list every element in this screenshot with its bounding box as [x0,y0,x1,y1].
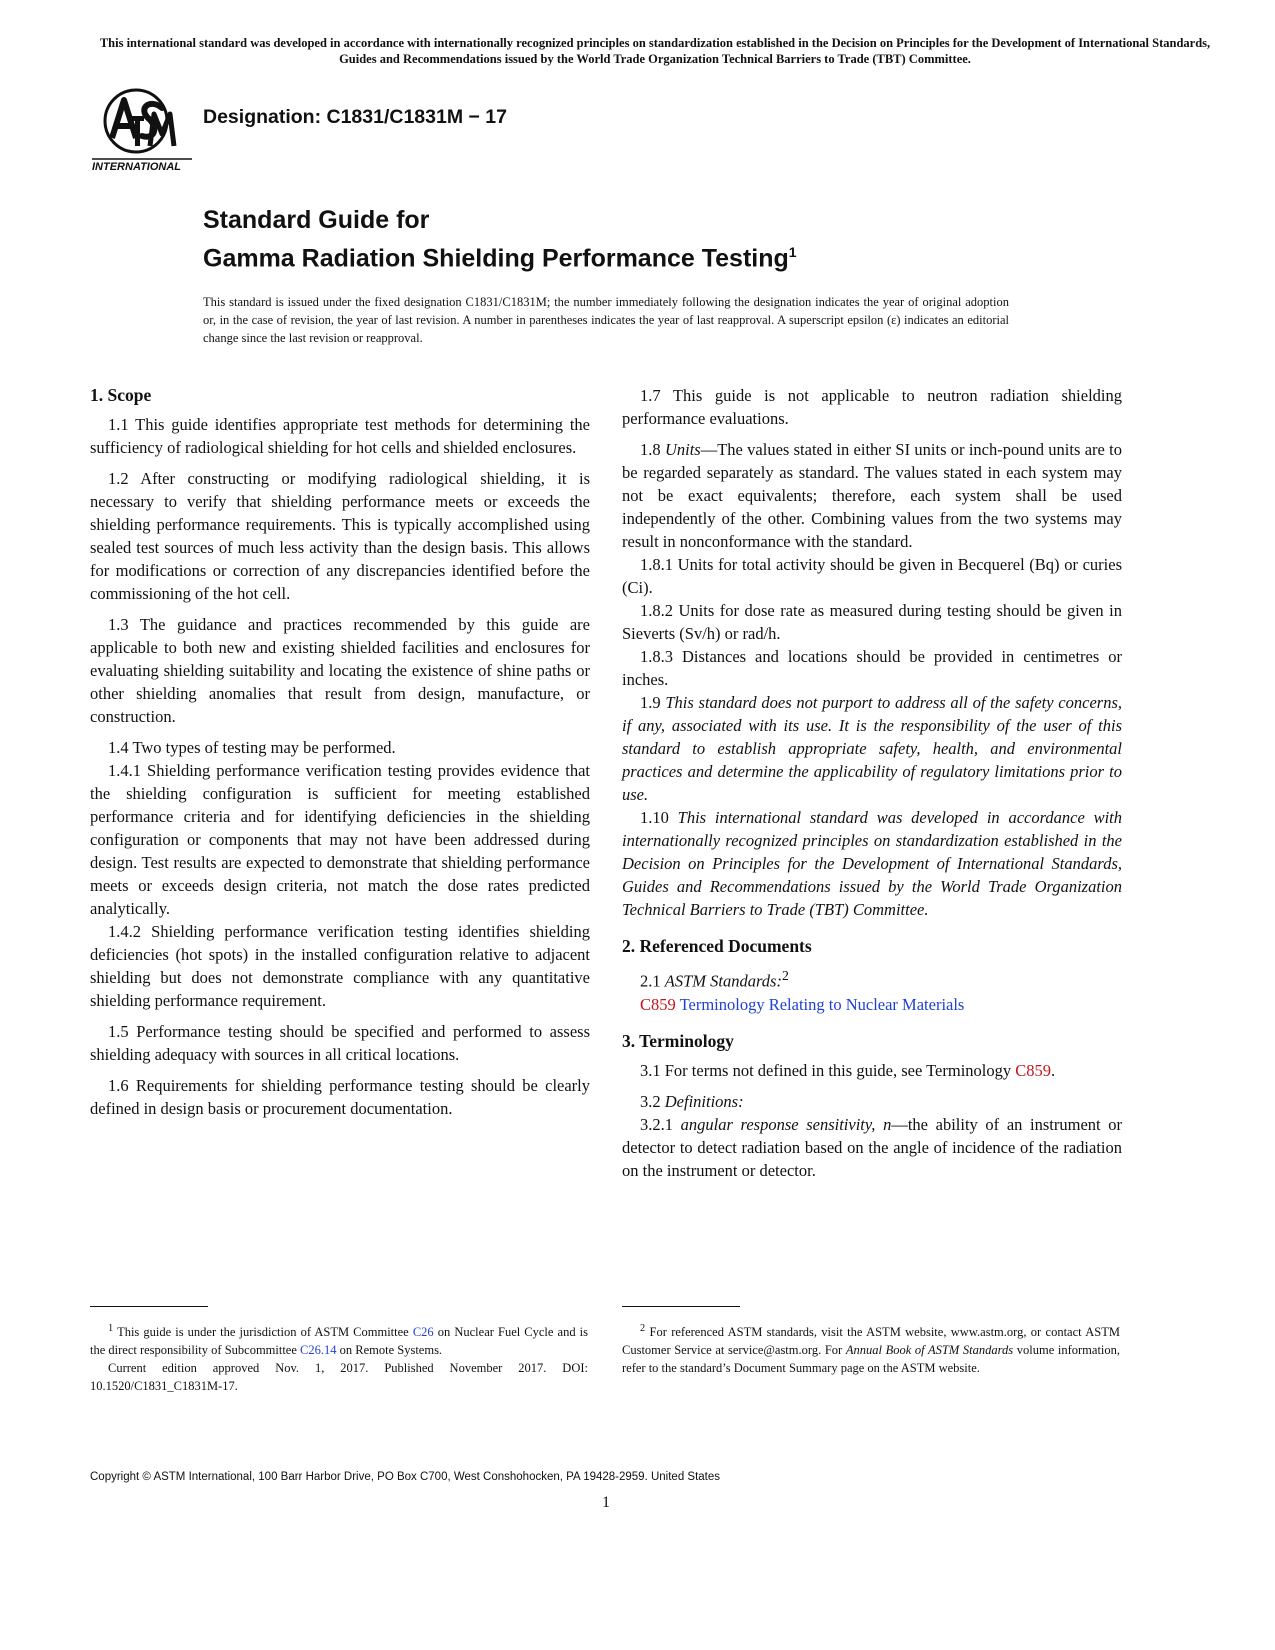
document-title [203,204,797,274]
paragraph-3-2-number: 3.2 [640,1091,661,1111]
paragraph-3-2-1-number: 3.2.1 [640,1114,673,1134]
astm-logo-icon [92,86,192,174]
paragraph-3-2 [622,1090,1122,1113]
footnote-1-text [90,1320,588,1359]
footnote-2-part-b: volume information, refer to the standard’s Document Summary page on the ASTM website. [622,1343,1121,1376]
footnote-2 [622,1320,1120,1377]
paragraph-1-9-text: This standard does not purport to address all of the safety concerns, if any, associated with its use. It is the responsibility of the user of this standard to establish appropriate safety, health, and environmental practices and determine the applicability of regulatory limitations prior to use. [622,693,1122,804]
page-number: 1 [602,1494,610,1511]
paragraph-1-4-1: 1.4.1 Shielding performance verification testing provides evidence that the shielding configuration is sufficient for meeting established performance criteria and for identifying deficiencies in the shielding configuration or components that may not have been addressed during design. Test results are expected to demonstrate that shielding performance meets or exceeds design criteria, not match the dose rates predicted analytically. [90,761,590,918]
units-label: Units [664,440,701,459]
section-heading-referenced-documents: 2. Referenced Documents [622,936,812,956]
designation: Designation: C1831/C1831M − 17 [203,106,508,128]
paragraph-3-1-end: . [1051,1060,1056,1080]
paragraph-1-8-text: —The values stated in either SI units or inch-pound units are to be regarded separately as standard. The values stated in each system may not be exact equivalents; therefore, each system shall be used independently of the other. Combining values from the two systems may result in nonconformance with the standard. [622,440,1122,551]
copyright-line: Copyright © ASTM International, 100 Barr Harbor Drive, PO Box C700, West Conshohocken, PA 19428-2959. United States [90,1471,721,1483]
footnote-1-edition: Current edition approved Nov. 1, 2017. Published November 2017. DOI: 10.1520/C1831_C1831M-17. [90,1361,588,1394]
footnote-2-mark: 2 [640,1323,646,1334]
reference-title-link[interactable]: Terminology Relating to Nuclear Materials [679,994,965,1014]
footnote-rule-right [622,1306,740,1307]
left-column [90,384,590,1128]
footnote-1-part-a: This guide is under the jurisdiction of ASTM Committee [117,1325,409,1340]
committee-c26-link[interactable]: C26 [412,1325,434,1340]
paragraph-2-1-number: 2.1 [640,971,661,991]
paragraph-1-9-number: 1.9 [640,693,661,712]
paragraph-1-4-2: 1.4.2 Shielding performance verification testing identifies shielding deficiencies (hot spots) in the installed configuration relative to adjacent shielding but does not demonstrate compliance with any quantitative shielding performance requirement. [90,922,590,1010]
definitions-label: Definitions: [664,1091,744,1111]
footnote-2-part-a: For referenced ASTM standards, visit the ASTM website, www.astm.org, or contact ASTM Customer Service at service@astm.org. For [622,1325,1120,1358]
reference-c859 [640,993,1122,1016]
definition-text: —the ability of an instrument or detector to detect radiation based on the angle of incidence of the radiation on the instrument or detector. [622,1114,1122,1180]
paragraph-1-4: 1.4 Two types of testing may be performed. [108,738,396,757]
astm-logo [92,86,192,174]
footnote-mark-2: 2 [781,968,789,983]
paragraph-3-1 [622,1059,1122,1082]
astm-standards-label: ASTM Standards: [664,971,782,991]
title-footnote-mark: 1 [788,244,797,260]
right-column [622,384,1122,1190]
terminology-c859-link[interactable]: C859 [1015,1060,1052,1080]
section-heading-scope: 1. Scope [90,385,152,405]
footnote-1-part-c: on Remote Systems. [339,1343,443,1358]
issued-note: This standard is issued under the fixed designation C1831/C1831M; the number immediately following the designation indicates the year of original adoption or, in the case of revision, the year of last revision. A number in parentheses indicates the year of last reapproval. A superscript epsilon (ε) indicates an editorial change since the last revision or reapproval. [203,295,1009,345]
section-heading-terminology: 3. Terminology [622,1030,734,1051]
paragraph-1-8-2: 1.8.2 Units for dose rate as measured during testing should be given in Sieverts (Sv/h) or rad/h. [622,601,1122,643]
paragraph-3-1-text: 3.1 For terms not defined in this guide, see Terminology [640,1060,1012,1080]
subcommittee-c26-14-link[interactable]: C26.14 [300,1343,337,1358]
paragraph-1-10-number: 1.10 [640,808,669,827]
paragraph-1-8-number: 1.8 [640,440,661,459]
paragraph-1-6: 1.6 Requirements for shielding performance testing should be clearly defined in design basis or procurement documentation. [90,1076,590,1118]
footnote-1 [90,1320,588,1395]
title-line-2 [203,236,797,274]
paragraph-2-1 [622,964,1122,993]
paragraph-1-3: 1.3 The guidance and practices recommended by this guide are applicable to both new and existing shielded facilities and enclosures for evaluating shielding suitability and locating the existence of shine paths or other shielding anomalies that result from design, manufacture, or construction. [90,615,590,726]
paragraph-1-10 [622,806,1122,921]
title-line-1: Standard Guide for [203,206,430,234]
paragraph-1-7: 1.7 This guide is not applicable to neutron radiation shielding performance evaluations. [622,386,1122,428]
paragraph-1-5: 1.5 Performance testing should be specified and performed to assess shielding adequacy with sources in all critical locations. [90,1022,590,1064]
annual-book-title: Annual Book of ASTM Standards [845,1343,1014,1358]
footnote-1-mark: 1 [108,1323,114,1334]
wto-notice: This international standard was developed in accordance with internationally recognized principles on standardization established in the Decision on Principles for the Development of International Standards, Guides and Recommendations issued by the World Trade Organization Technical Barriers to Trade (TBT) Committee. [99,36,1211,66]
reference-code-link[interactable]: C859 [640,994,676,1014]
logo-text: INTERNATIONAL [92,161,182,173]
footnote-1-part-b: on Nuclear Fuel Cycle and is the direct responsibility of Subcommittee [90,1325,589,1358]
paragraph-1-10-text: This international standard was developed in accordance with internationally recognized principles on standardization established in the Decision on Principles for the Development of International Standards, Guides and Recommendations issued by the World Trade Organization Technical Barriers to Trade (TBT) Committee. [622,808,1123,919]
footnote-2-text [622,1320,1120,1377]
paragraph-1-1: 1.1 This guide identifies appropriate test methods for determining the sufficiency of radiological shielding for hot cells and shielded enclosures. [90,415,590,457]
footnote-rule-left [90,1306,208,1307]
paragraph-1-9 [622,691,1122,806]
paragraph-1-8-1: 1.8.1 Units for total activity should be given in Becquerel (Bq) or curies (Ci). [622,555,1122,597]
paragraph-1-8 [622,438,1122,553]
paragraph-3-2-1 [622,1113,1122,1182]
title-text: Gamma Radiation Shielding Performance Testing [203,244,789,273]
paragraph-1-8-3: 1.8.3 Distances and locations should be provided in centimetres or inches. [622,647,1122,689]
defined-term: angular response sensitivity, n [680,1114,892,1134]
paragraph-1-2: 1.2 After constructing or modifying radiological shielding, it is necessary to verify that shielding performance meets or exceeds the shielding performance requirements. This is typically accomplished using sealed test sources of much less activity than the design basis. This allows for modifications or correction of any discrepancies identified before the commissioning of the hot cell. [90,469,590,603]
